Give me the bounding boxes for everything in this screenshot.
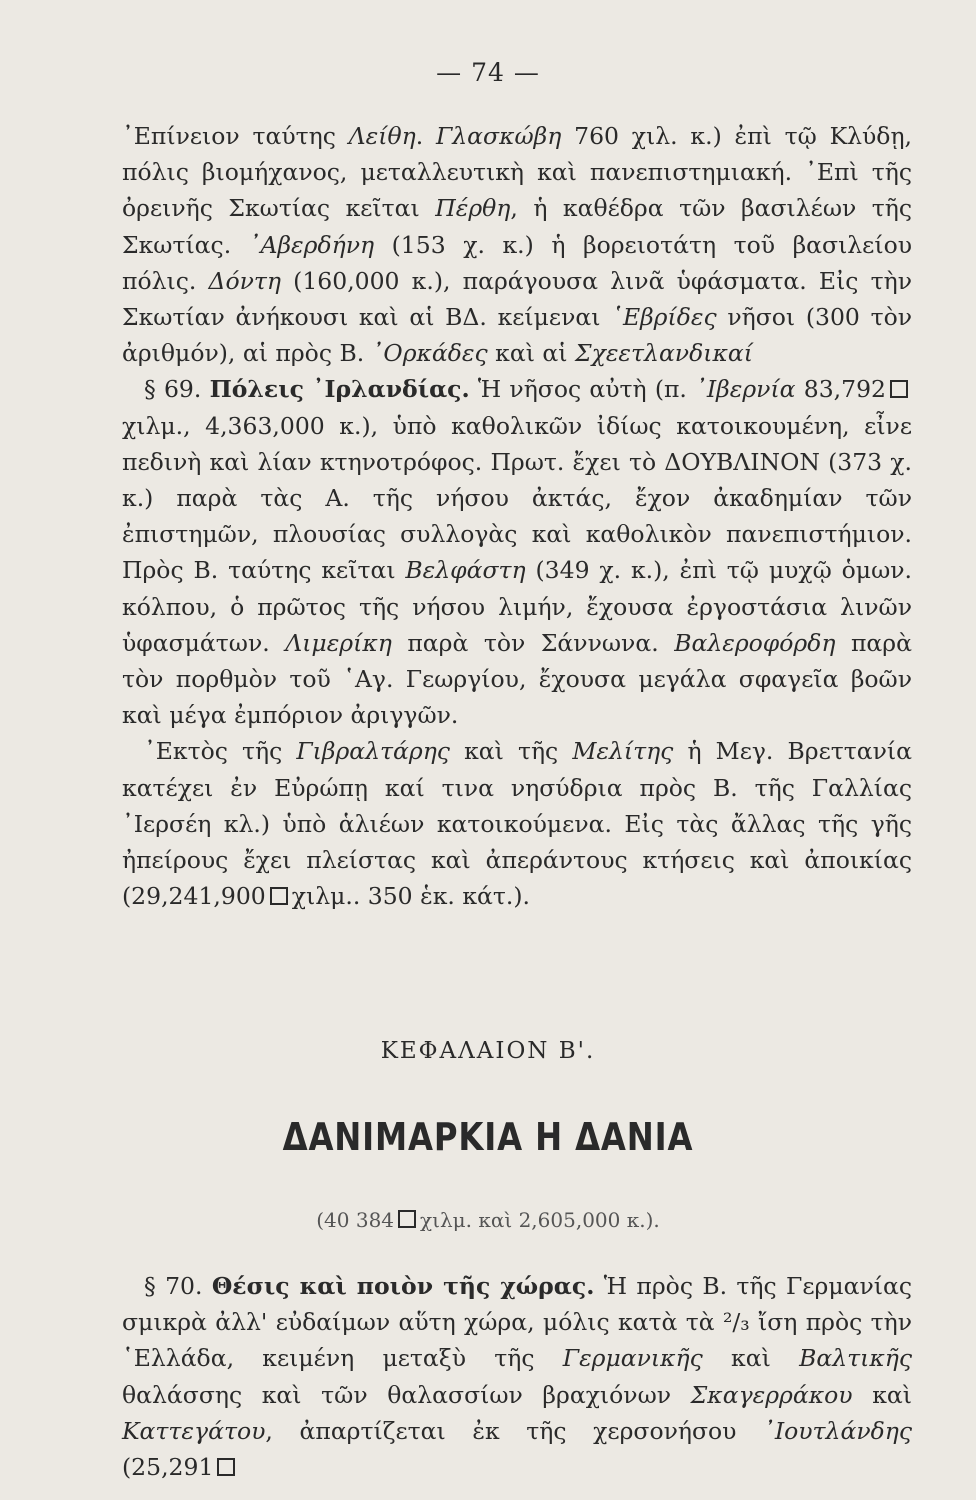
page-number: — 74 — [436, 58, 540, 87]
section-subtitle: (40 384 χιλμ. καὶ 2,605,000 κ.). [316, 1208, 660, 1232]
square-symbol-icon [217, 1458, 235, 1476]
section-69-mark: § 69. [144, 375, 210, 404]
square-symbol-icon [890, 380, 908, 398]
section-70-title: Θέσις καὶ ποιὸν τῆς χώρας. [211, 1272, 595, 1300]
body-text-upper [122, 118, 912, 914]
paragraph-ireland: § 69. Πόλεις ᾿Ιρλανδίας. Ἡ νῆσος αὐτὴ (π. ᾿Ιβερνία 83,792χιλμ., 4,363,000 κ.), ὑπὸ καθολικῶν ἰδίως κατοικουμένη, εἶνε πεδινὴ καὶ λίαν κτηνοτρόφος. Πρωτ. ἔχει τὸ ΔΟΥΒΛΙΝΟΝ (373 χ. κ.) παρὰ τὰς Α. τῆς νήσου ἀκτάς, ἔχον ἀκαδημίαν τῶν ἐπιστημῶν, πλουσίας συλλογὰς καὶ καθολικὸν πανεπιστήμιον. Πρὸς Β. ταύτης κεῖται Βελφάστη (349 χ. κ.), ἐπὶ τῷ μυχῷ ὁμων. κόλπου, ὁ πρῶτος τῆς νήσου λιμήν, ἔχουσα ἐργοστάσια λινῶν ὑφασμάτων. Λιμερίκη παρὰ τὸν Σάννωνα. Βαλεροφόρδη παρὰ τὸν πορθμὸν τοῦ ῾Αγ. Γεωργίου, ἔχουσα μεγάλα σφαγεῖα βοῶν καὶ μέγα ἐμπόριον ἀριγγῶν. [122, 375, 912, 730]
section-title: ΔΑΝΙΜΑΡΚΙΑ Η ΔΑΝΙΑ [282, 1115, 694, 1159]
section-70-mark: § 70. [144, 1272, 212, 1300]
section-69-title: Πόλεις ᾿Ιρλανδίας. [209, 375, 470, 404]
chapter-heading: ΚΕΦΑΛΑΙΟΝ Β'. [380, 1038, 596, 1064]
body-text-lower [122, 1268, 912, 1485]
square-symbol-icon [270, 887, 288, 905]
square-symbol-icon [398, 1210, 416, 1228]
paragraph-empire: ᾿Εκτὸς τῆς Γιβραλτάρης καὶ τῆς Μελίτης ἡ Μεγ. Βρεττανία κατέχει ἐν Εὐρώπῃ καί τινα νησύδρια πρὸς Β. τῆς Γαλλίας ᾿Ιερσέη κλ.) ὑπὸ ἁλιέων κατοικούμενα. Εἰς τὰς ἄλλας τῆς γῆς ἠπείρους ἔχει πλείστας καὶ ἀπεράντους κτήσεις καὶ ἀποικίας (29,241,900 χιλμ.. 350 ἑκ. κάτ.). [122, 737, 912, 911]
paragraph-denmark: § 70. Θέσις καὶ ποιὸν τῆς χώρας. Ἡ πρὸς Β. τῆς Γερμανίας σμικρὰ ἀλλ' εὐδαίμων αὕτη χώρα, μόλις κατὰ τὰ ²/₃ ἴση πρὸς τὴν ῾Ελλάδα, κειμένη μεταξὺ τῆς Γερμανικῆς καὶ Βαλτικῆς θαλάσσης καὶ τῶν θαλασσίων βραχιόνων Σκαγερράκου καὶ Καττεγάτου, ἀπαρτίζεται ἐκ τῆς χερσονήσου ᾿Ιουτλάνδης (25,291 [122, 1272, 912, 1482]
paragraph-scotland: ᾿Επίνειον ταύτης Λείθη. Γλασκώβη 760 χιλ. κ.) ἐπὶ τῷ Κλύδῃ, πόλις βιομήχανος, μεταλλευτικὴ καὶ πανεπιστημιακή. ᾿Επὶ τῆς ὀρεινῆς Σκωτίας κεῖται Πέρθη, ἡ καθέδρα τῶν βασιλέων τῆς Σκωτίας. ᾿Αβερδήνη (153 χ. κ.) ἡ βορειοτάτη τοῦ βασιλείου πόλις. Δόντη (160,000 κ.), παράγουσα λινᾶ ὑφάσματα. Εἰς τὴν Σκωτίαν ἀνήκουσι καὶ αἱ ΒΔ. κείμεναι ῾Εβρίδες νῆσοι (300 τὸν ἀριθμόν), αἱ πρὸς Β. ᾿Ορκάδες καὶ αἱ Σχεετλανδικαί [122, 122, 913, 368]
